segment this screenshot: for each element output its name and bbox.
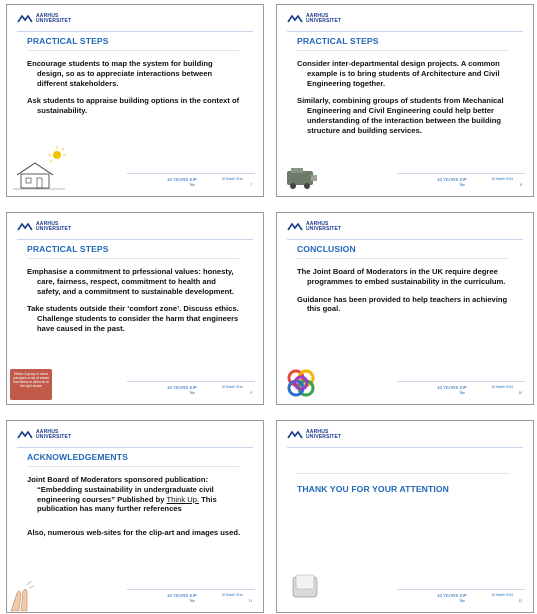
- footer-date: 20 March 2014: [221, 385, 243, 389]
- slide-footer: [127, 589, 255, 604]
- title-rule: [27, 466, 239, 467]
- footer-title: 10 YEARS KIP: [437, 385, 467, 390]
- footer-date: 20 March 2014: [491, 593, 513, 597]
- slide-footer: [127, 381, 255, 396]
- logo-line2: UNIVERSITET: [36, 18, 72, 24]
- logo-line1: AARHUS: [36, 221, 59, 227]
- footer-date: 20 March 2014: [491, 385, 513, 389]
- aarhus-logo: [287, 12, 341, 26]
- page-number: 11: [248, 599, 252, 603]
- paragraph: Also, numerous web-sites for the clip-art and images used.: [27, 528, 241, 538]
- header-rule: [287, 447, 523, 448]
- logo-line1: AARHUS: [36, 13, 59, 19]
- slide-footer: [127, 173, 255, 188]
- slide-5: [6, 420, 264, 613]
- slide-title: PRACTICAL STEPS: [297, 36, 379, 46]
- paragraph: Take students outside their ‘comfort zone’. Discuss ethics. Challenge students to consider the harm that engineers have caused in the past.: [27, 304, 239, 333]
- logo-mark-icon: [287, 222, 303, 232]
- logo-line2: UNIVERSITET: [36, 226, 72, 232]
- paragraph: Consider inter-departmental design projects. A common example is to bring students of Architecture and Civil Engineering together.: [297, 59, 500, 88]
- slide-title: CONCLUSION: [297, 244, 356, 254]
- footer-sub: Title: [189, 391, 195, 395]
- header-rule: [287, 31, 523, 32]
- footer-title: 10 YEARS KIP: [167, 177, 197, 182]
- footer-date: 20 March 2014: [221, 593, 243, 597]
- footer-sub: Title: [189, 599, 195, 603]
- aarhus-logo: [17, 428, 71, 442]
- logo-mark-icon: [287, 14, 303, 24]
- logo-line1: AARHUS: [306, 221, 329, 227]
- logo-line1: AARHUS: [36, 429, 59, 435]
- aarhus-logo: [287, 220, 341, 234]
- slide-title: THANK YOU FOR YOUR ATTENTION: [297, 484, 449, 494]
- slide-body: [297, 267, 511, 322]
- footer-sub: Title: [459, 391, 465, 395]
- slide-title: ACKNOWLEDGEMENTS: [27, 452, 128, 462]
- slide-2: [276, 4, 534, 197]
- clapping-hands-clipart: [7, 579, 41, 613]
- paragraph: Similarly, combining groups of students from Mechanical Engineering and Civil Engineering could help better understanding of the interaction between the building structure and building services.: [297, 96, 504, 135]
- logo-line2: UNIVERSITET: [306, 226, 342, 232]
- paragraph: Encourage students to map the system for building design, so as to appreciate interactions between different stakeholders.: [27, 59, 213, 88]
- paragraph: [27, 475, 241, 514]
- slide-body: [27, 475, 241, 546]
- footer-date: 20 March 2014: [491, 177, 513, 181]
- page-number: 7: [250, 183, 252, 187]
- aarhus-logo: [287, 428, 341, 442]
- logo-line1: AARHUS: [306, 13, 329, 19]
- slide-1: [6, 4, 264, 197]
- footer-title: 10 YEARS KIP: [437, 593, 467, 598]
- slide-body: [297, 59, 511, 144]
- logo-line2: UNIVERSITET: [306, 434, 342, 440]
- paragraph: Guidance has been provided to help teachers in achieving this goal.: [297, 294, 508, 314]
- header-rule: [17, 31, 253, 32]
- logo-mark-icon: [287, 430, 303, 440]
- slide-4: [276, 212, 534, 405]
- slide-footer: [397, 173, 525, 188]
- title-rule: [27, 258, 239, 259]
- footer-sub: Title: [189, 183, 195, 187]
- aarhus-logo: [17, 220, 71, 234]
- slide-title: PRACTICAL STEPS: [27, 36, 109, 46]
- ack-text: Joint Board of Moderators sponsored publication: “Embedding sustainability in undergraduate civil engineering courses” Published by: [27, 475, 214, 504]
- slide-footer: [397, 381, 525, 396]
- paragraph: The Joint Board of Moderators in the UK require degree programmes to embed sustainability in the curriculum.: [297, 267, 506, 286]
- ack-text-end: This publication has many further references: [37, 494, 217, 514]
- logo-mark-icon: [17, 14, 33, 24]
- think-up-link[interactable]: Think Up.: [166, 494, 200, 504]
- colorful-rings-clipart: [283, 365, 319, 401]
- ethics-note: Ethics: A group of moral principles or set of values that define or direct us to the right choice: [10, 369, 52, 400]
- slide-title: PRACTICAL STEPS: [27, 244, 109, 254]
- footer-sub: Title: [459, 183, 465, 187]
- title-rule: [297, 258, 509, 259]
- slide-footer: [397, 589, 525, 604]
- page-number: 8: [520, 183, 522, 187]
- title-rule: [297, 473, 509, 474]
- footer-title: 10 YEARS KIP: [167, 385, 197, 390]
- page-number: 12: [518, 599, 522, 603]
- footer-title: 10 YEARS KIP: [437, 177, 467, 182]
- title-rule: [297, 50, 509, 51]
- logo-line2: UNIVERSITET: [36, 434, 72, 440]
- header-rule: [17, 239, 253, 240]
- footer-sub: Title: [459, 599, 465, 603]
- footer-date: 20 March 2014: [221, 177, 243, 181]
- keyboard-key-clipart: [291, 573, 319, 599]
- aarhus-logo: [17, 12, 71, 26]
- slide-3: [6, 212, 264, 405]
- logo-line1: AARHUS: [306, 429, 329, 435]
- machine-clipart: [283, 165, 319, 191]
- slide-body: [27, 267, 241, 342]
- house-sun-clipart: [11, 145, 67, 191]
- paragraph: Ask students to appraise building options in the context of sustainability.: [27, 96, 240, 116]
- slide-6: [276, 420, 534, 613]
- footer-title: 10 YEARS KIP: [167, 593, 197, 598]
- header-rule: [287, 239, 523, 240]
- paragraph: Emphasise a commitment to prfessional values: honesty, care, fairness, respect, commitment to health and safety, and a commitment to sustainable development.: [27, 267, 234, 296]
- title-rule: [27, 50, 239, 51]
- logo-mark-icon: [17, 222, 33, 232]
- page-number: 10: [518, 391, 522, 395]
- logo-line2: UNIVERSITET: [306, 18, 342, 24]
- slide-body: [27, 59, 241, 124]
- page-number: 9: [250, 391, 252, 395]
- header-rule: [17, 447, 253, 448]
- logo-mark-icon: [17, 430, 33, 440]
